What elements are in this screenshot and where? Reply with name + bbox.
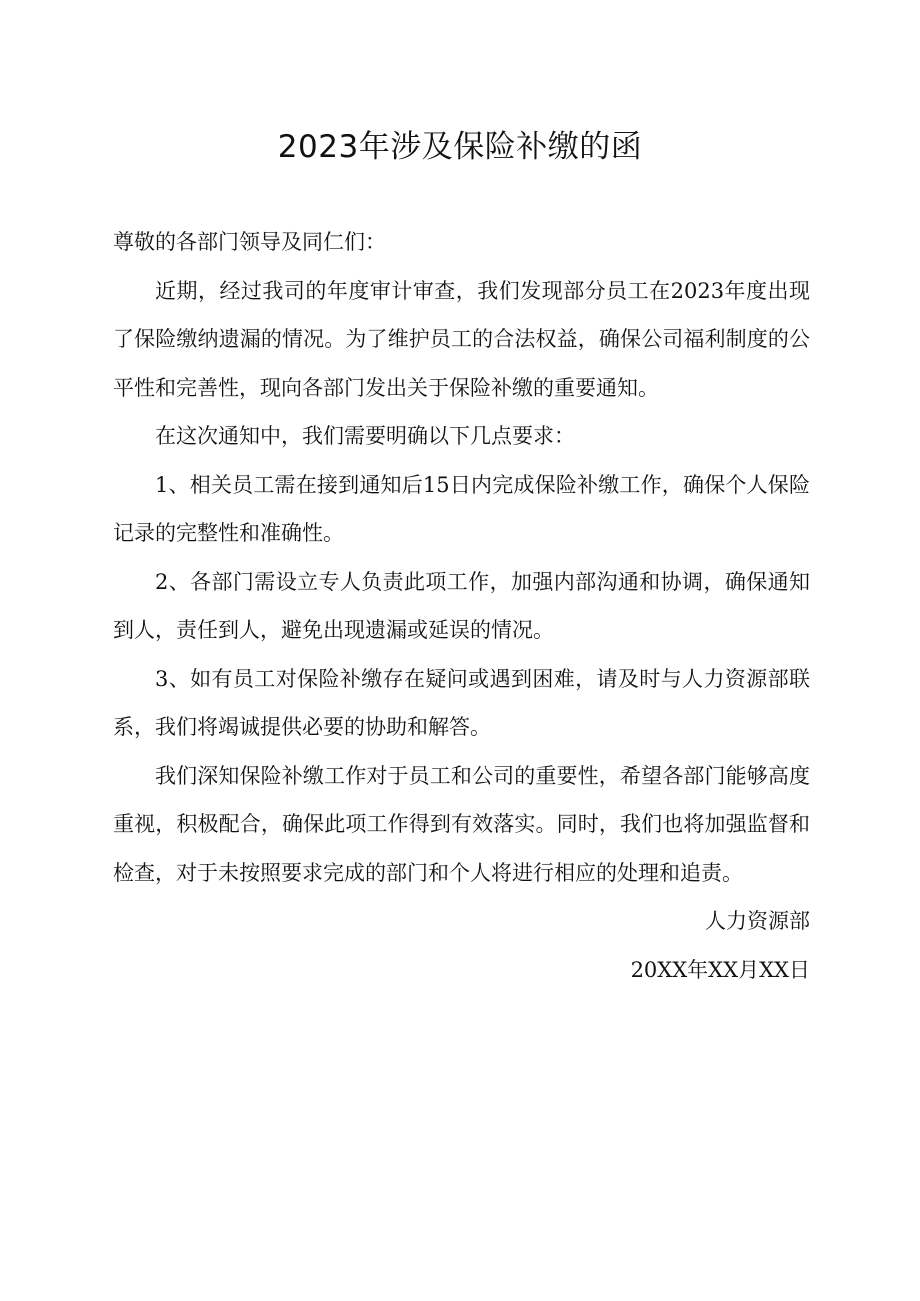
signature: 人力资源部 [705, 909, 810, 933]
document-body [113, 218, 810, 994]
paragraph-intro: 近期，经过我司的年度审计审查，我们发现部分员工在2023年度出现了保险缴纳遗漏的情况。为了维护员工的合法权益，确保公司福利制度的公平性和完善性，现向各部门发出关于保险补缴的重要通知。 [113, 278, 810, 400]
salutation: 尊敬的各部门领导及同仁们： [113, 230, 386, 254]
paragraph-requirement-1: 1、相关员工需在接到通知后15日内完成保险补缴工作，确保个人保险记录的完整性和准确性。 [113, 472, 810, 545]
document-title: 2023年涉及保险补缴的函 [277, 129, 643, 165]
paragraph-requirements-lead: 在这次通知中，我们需要明确以下几点要求： [155, 424, 575, 448]
date: 20XX年XX月XX日 [630, 957, 810, 982]
paragraph-closing: 我们深知保险补缴工作对于员工和公司的重要性，希望各部门能够高度重视，积极配合，确保此项工作得到有效落实。同时，我们也将加强监督和检查，对于未按照要求完成的部门和个人将进行相应的处理和追责。 [113, 763, 810, 885]
paragraph-requirement-2: 2、各部门需设立专人负责此项工作，加强内部沟通和协调，确保通知到人，责任到人，避免出现遗漏或延误的情况。 [113, 569, 810, 642]
paragraph-requirement-3: 3、如有员工对保险补缴存在疑问或遇到困难，请及时与人力资源部联系，我们将竭诚提供必要的协助和解答。 [113, 666, 810, 739]
